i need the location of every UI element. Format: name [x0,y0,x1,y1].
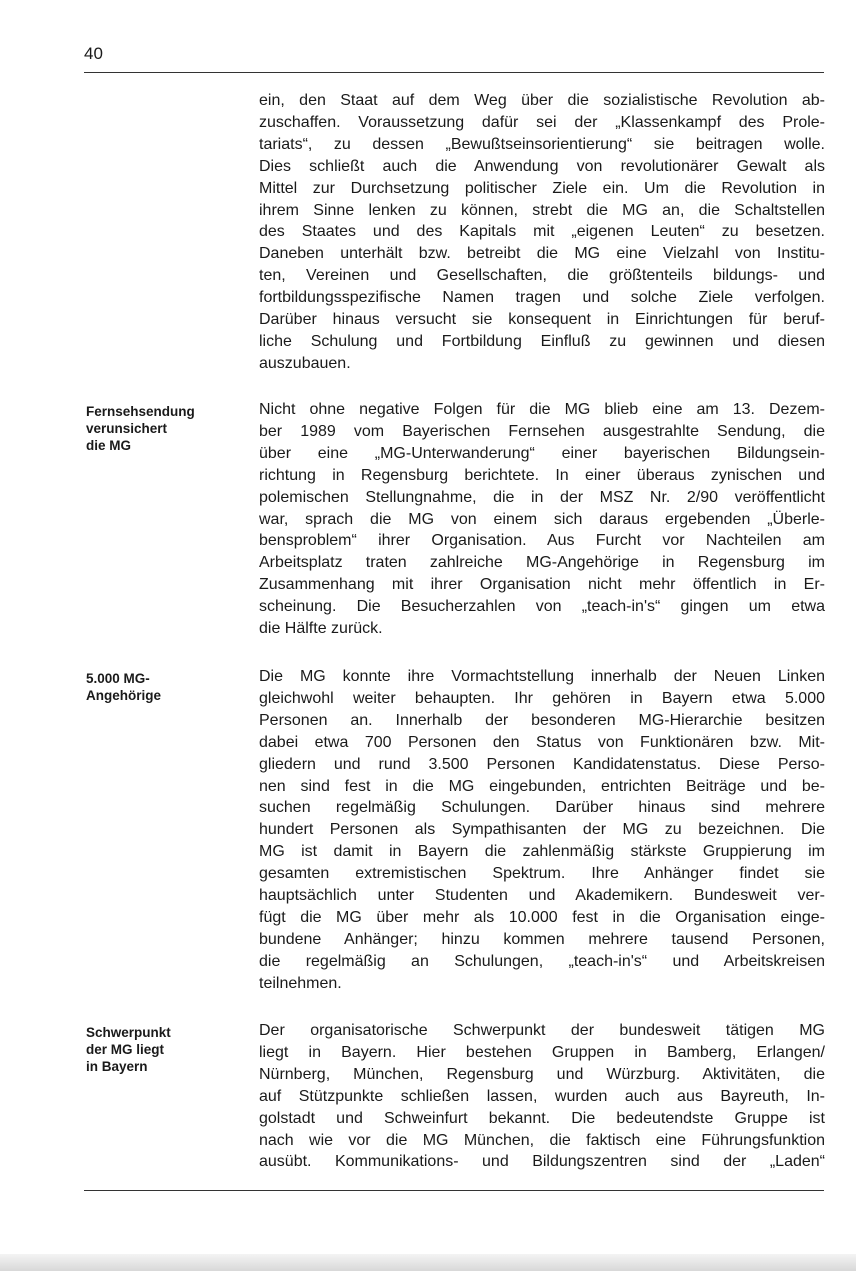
text-line: nach wie vor die MG München, die faktisch eine Führungsfunktion [259,1131,825,1149]
note-line: verunsichert [86,421,168,436]
text-line: die Hälfte zurück. [259,620,383,638]
text-line: Dies schließt auch die Anwendung von revolutionärer Gewalt als [259,157,825,175]
text-line: polemischen Stellungnahme, die in der MSZ Nr. 2/90 veröffentlicht [259,488,825,506]
note-line: Fernsehsendung [86,404,195,419]
text-line: Zusammenhang mit ihrer Organisation nicht mehr öffentlich in Er- [259,576,825,594]
text-line: gleichwohl weiter behaupten. Ihr gehören in Bayern etwa 5.000 [259,689,825,707]
text-line: fügt die MG über mehr als 10.000 fest in die Organisation einge- [259,908,825,926]
margin-note-tv-broadcast [86,403,236,454]
note-line: Schwerpunkt [86,1025,171,1040]
page-number: 40 [84,44,103,63]
text-line: gesamten extremistischen Spektrum. Ihre Anhänger findet sie [259,865,825,883]
note-line: in Bayern [86,1059,148,1074]
body-paragraph [259,1020,825,1173]
text-line: fortbildungsspezifische Namen tragen und solche Ziele verfolgen. [259,289,825,307]
text-line: richtung in Regensburg berichtete. In einer überaus zynischen und [259,466,825,484]
text-line: über eine „MG-Unterwanderung“ einer bayerischen Bildungsein- [259,444,825,462]
text-line: ber 1989 vom Bayerischen Fernsehen ausgestrahlte Sendung, die [259,422,825,440]
text-line: hauptsächlich unter Studenten und Akademikern. Bundesweit ver- [259,887,825,905]
text-line: teilnehmen. [259,974,342,992]
text-line: scheinung. Die Besucherzahlen von „teach-in's“ gingen um etwa [259,598,825,616]
text-line: Nicht ohne negative Folgen für die MG blieb eine am 13. Dezem- [259,401,825,418]
text-line: die regelmäßig an Schulungen, „teach-in's“ und Arbeitskreisen [259,952,825,970]
text-line: Nürnberg, München, Regensburg und Würzburg. Aktivitäten, die [259,1065,825,1083]
text-line: Daneben unterhält bzw. betreibt die MG eine Vielzahl von Institu- [259,245,825,263]
note-line: die MG [86,438,132,453]
note-line: der MG liegt [86,1042,165,1057]
text-line: liche Schulung und Fortbildung Einfluß zu gewinnen und diesen [259,332,825,350]
text-line: Die MG konnte ihre Vormachtstellung innerhalb der Neuen Linken [259,668,825,685]
header-rule [84,72,824,73]
text-line: MG ist damit in Bayern die zahlenmäßig stärkste Gruppierung im [259,843,825,861]
body-paragraph [259,399,825,640]
text-line: Arbeitsplatz traten zahlreiche MG-Angehörige in Regensburg im [259,554,825,572]
note-line: Angehörige [86,688,162,703]
margin-note-members [86,670,236,704]
text-line: golstadt und Schweinfurt bekannt. Die bedeutendste Gruppe ist [259,1109,825,1127]
body-paragraph [259,90,825,375]
text-line: ein, den Staat auf dem Weg über die sozialistische Revolution ab- [259,92,825,109]
text-line: ten, Vereinen und Gesellschaften, die größtenteils bildungs- und [259,267,825,285]
footer-rule [84,1190,824,1191]
text-line: auf Stützpunkte schließen lassen, wurden auch aus Bayreuth, In- [259,1087,825,1105]
text-line: bensproblem“ ihrer Organisation. Aus Furcht vor Nachteilen am [259,532,825,550]
note-line: 5.000 MG- [86,671,150,686]
text-line: tariats“, zu dessen „Bewußtseinsorientierung“ sie beitragen wolle. [259,135,825,153]
text-line: auszubauen. [259,354,351,372]
text-line: gliedern und rund 3.500 Personen Kandidatenstatus. Diese Perso- [259,755,825,773]
text-line: Personen an. Innerhalb der besonderen MG-Hierarchie besitzen [259,711,825,729]
text-line: liegt in Bayern. Hier bestehen Gruppen in Bamberg, Erlangen/ [259,1043,825,1061]
text-line: ihrem Sinne lenken zu können, strebt die MG an, die Schaltstellen [259,201,825,219]
text-line: ausübt. Kommunikations- und Bildungszentren sind der „Laden“ [259,1153,825,1171]
text-line: des Staates und des Kapitals mit „eigenen Leuten“ zu besetzen. [259,223,825,241]
text-line: bundene Anhänger; hinzu kommen mehrere tausend Personen, [259,930,825,948]
text-line: zuschaffen. Voraussetzung dafür sei der „Klassenkampf des Prole- [259,113,825,131]
body-paragraph [259,666,825,995]
text-line: hundert Personen als Sympathisanten der MG zu bezeichnen. Die [259,821,825,839]
text-line: Der organisatorische Schwerpunkt der bundesweit tätigen MG [259,1022,825,1039]
text-line: dabei etwa 700 Personen den Status von Funktionären bzw. Mit- [259,733,825,751]
text-line: war, sprach die MG von einem sich daraus ergebenden „Überle- [259,510,825,528]
text-line: nen sind fest in die MG eingebunden, entrichten Beiträge und be- [259,777,825,795]
scan-edge-shadow [0,1254,856,1271]
text-line: suchen regelmäßig Schulungen. Darüber hinaus sind mehrere [259,799,825,817]
margin-note-focus-bavaria [86,1024,236,1075]
text-line: Mittel zur Durchsetzung politischer Ziele ein. Um die Revolution in [259,179,825,197]
text-line: Darüber hinaus versucht sie konsequent in Einrichtungen für beruf- [259,311,825,329]
